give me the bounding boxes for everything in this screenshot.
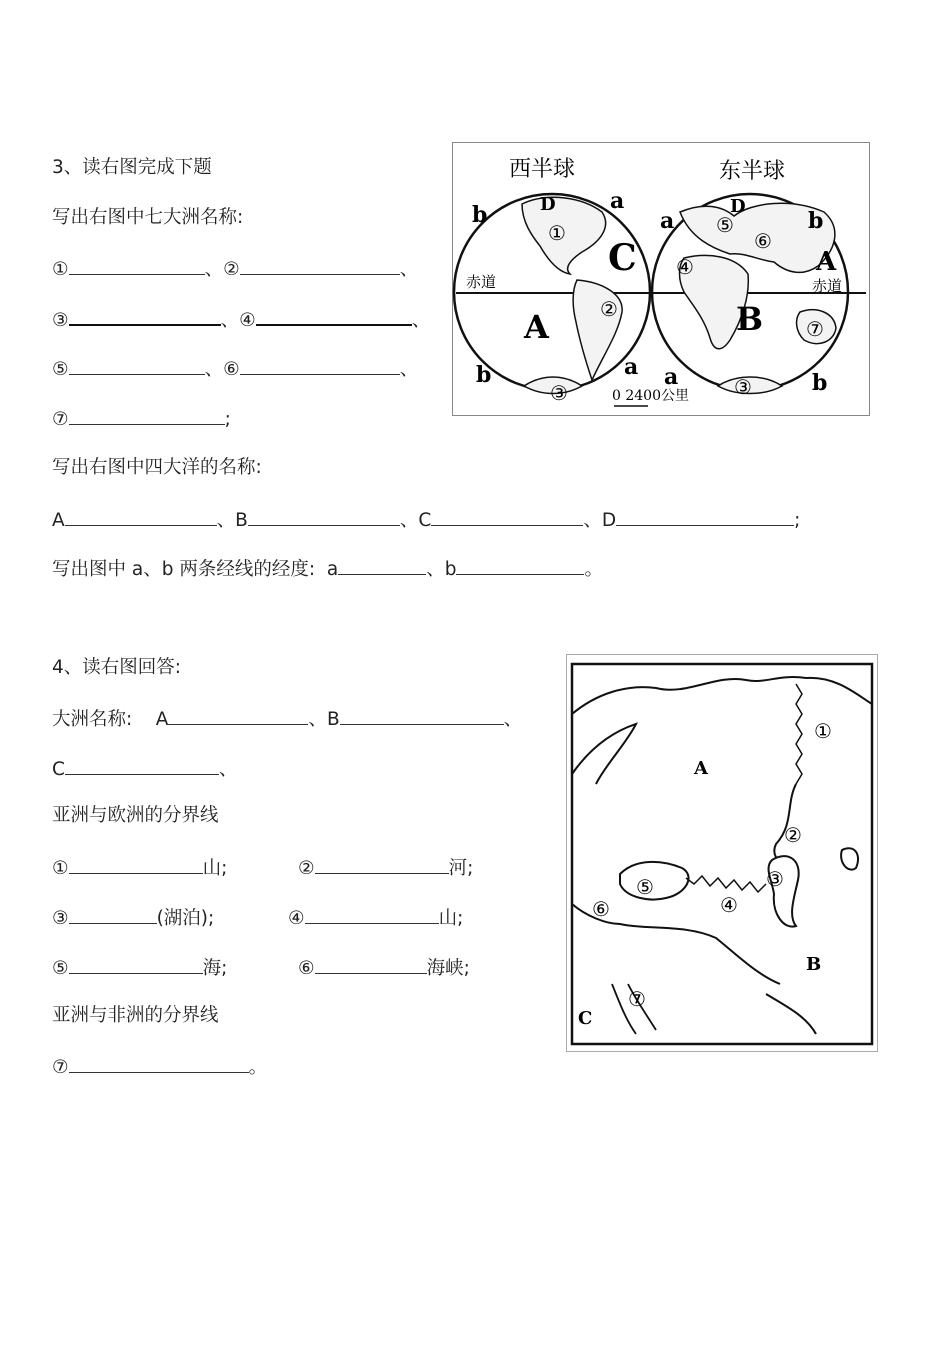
- black-sea: [620, 862, 689, 900]
- map-num-3-east: ③: [734, 375, 752, 399]
- q4-boundary-5: ⑤ 海;: [52, 955, 227, 981]
- answer-blank-lon-b[interactable]: [456, 556, 584, 575]
- answer-blank-continent-7[interactable]: [69, 406, 225, 425]
- q4-boundary-2: ② 河;: [298, 855, 473, 881]
- asia-europe-heading: 亚洲与欧洲的分界线: [52, 805, 219, 826]
- answer-blank-lon-a[interactable]: [338, 556, 426, 575]
- answer-blank-continent-4[interactable]: [256, 306, 412, 326]
- map-num-5: ⑤: [716, 213, 734, 237]
- ocean-label-a-east: A: [816, 247, 837, 277]
- q4-continent-row-2: C 、: [52, 756, 237, 782]
- meridian-a-ne: a: [660, 208, 675, 234]
- q3-title: 3、读右图完成下题: [52, 157, 212, 178]
- world-hemispheres-map: [452, 142, 870, 416]
- ocean-label-d-east: D: [730, 196, 746, 217]
- ocean-label-d-west: D: [540, 194, 556, 215]
- map2-num-4: ④: [720, 893, 738, 917]
- answer-blank-ocean-c[interactable]: [431, 507, 583, 526]
- meridian-b-nw: b: [472, 202, 488, 228]
- q3-continent-row-1: ① 、② 、: [52, 256, 418, 282]
- answer-blank-boundary-2[interactable]: [315, 855, 449, 874]
- mark-4: ④: [239, 310, 256, 331]
- asia-africa-heading: 亚洲与非洲的分界线: [52, 1005, 219, 1026]
- q4-boundary-7: ⑦ 。: [52, 1054, 267, 1080]
- map-scale-label: 0 2400公里: [612, 388, 689, 404]
- meridian-b-ne: b: [808, 208, 824, 234]
- map2-num-2: ②: [784, 823, 802, 847]
- answer-blank-continent-1[interactable]: [69, 256, 205, 275]
- q4-boundary-3: ③ (湖泊);: [52, 905, 214, 931]
- map-num-2: ②: [600, 297, 618, 321]
- answer-blank-boundary-5[interactable]: [69, 955, 203, 974]
- q3-continents-prompt: 写出右图中七大洲名称:: [52, 207, 244, 228]
- q4-boundary-1: ① 山;: [52, 855, 227, 881]
- mark-7: ⑦: [52, 409, 69, 430]
- map-num-3-west: ③: [550, 381, 568, 405]
- equator-label-west: 赤道: [466, 273, 497, 291]
- q4-boundary-6: ⑥ 海峡;: [298, 955, 470, 981]
- answer-blank-ocean-b[interactable]: [248, 507, 400, 526]
- answer-blank-q4-b[interactable]: [340, 706, 504, 725]
- meridian-b-se: b: [812, 370, 828, 396]
- q3-continent-row-3: ⑤ 、⑥ 、: [52, 356, 418, 382]
- q3-longitude-row: 写出图中 a、b 两条经线的经度: a 、b 。: [52, 556, 603, 582]
- mark-6: ⑥: [223, 359, 240, 380]
- mark-1: ①: [52, 259, 69, 280]
- asia-europe-boundary-map: [566, 654, 878, 1052]
- q3-ocean-row: A 、B 、C 、D ;: [52, 507, 800, 533]
- answer-blank-continent-5[interactable]: [69, 356, 205, 375]
- meridian-b-sw: b: [476, 362, 492, 388]
- answer-blank-boundary-6[interactable]: [315, 955, 427, 974]
- q3-oceans-prompt: 写出右图中四大洋的名称:: [52, 457, 262, 478]
- answer-blank-continent-6[interactable]: [240, 356, 400, 375]
- mark-3: ③: [52, 310, 69, 331]
- map-num-7: ⑦: [806, 317, 824, 341]
- map2-num-5: ⑤: [636, 875, 654, 899]
- meridian-a-nw: a: [610, 188, 625, 214]
- map-num-4: ④: [676, 255, 694, 279]
- map2-label-a: A: [694, 758, 708, 779]
- q3-continent-row-2: ③ 、④ 、: [52, 306, 430, 333]
- map2-num-7: ⑦: [628, 987, 646, 1011]
- map2-num-1: ①: [814, 719, 832, 743]
- map2-num-6: ⑥: [592, 897, 610, 921]
- answer-blank-continent-2[interactable]: [240, 256, 400, 275]
- answer-blank-ocean-a[interactable]: [65, 507, 217, 526]
- ocean-label-b: B: [736, 300, 764, 338]
- map-num-6: ⑥: [754, 229, 772, 253]
- map-num-1: ①: [548, 221, 566, 245]
- answer-blank-boundary-4[interactable]: [305, 905, 439, 924]
- ocean-label-c: C: [608, 237, 637, 279]
- map2-num-3: ③: [766, 867, 784, 891]
- ocean-label-a: A: [524, 308, 549, 346]
- map2-label-c: C: [578, 1008, 593, 1029]
- q3-continent-row-4: ⑦ ;: [52, 406, 231, 432]
- map2-label-b: B: [806, 954, 822, 975]
- meridian-a-sw: a: [624, 354, 639, 380]
- mark-2: ②: [223, 259, 240, 280]
- west-hemisphere-title: 西半球: [508, 157, 576, 182]
- q4-continent-row-1: 大洲名称: A 、B 、: [52, 706, 522, 732]
- answer-blank-q4-a[interactable]: [168, 706, 308, 725]
- answer-blank-boundary-1[interactable]: [69, 855, 203, 874]
- mark-5: ⑤: [52, 359, 69, 380]
- east-hemisphere-title: 东半球: [718, 159, 786, 184]
- q4-title: 4、读右图回答:: [52, 657, 182, 678]
- meridian-a-se: a: [664, 364, 679, 390]
- answer-blank-boundary-3[interactable]: [69, 905, 157, 924]
- answer-blank-continent-3[interactable]: [69, 306, 221, 326]
- answer-blank-boundary-7[interactable]: [69, 1054, 249, 1073]
- equator-label-east: 赤道: [812, 277, 843, 295]
- answer-blank-q4-c[interactable]: [65, 756, 219, 775]
- q4-boundary-4: ④ 山;: [288, 905, 463, 931]
- answer-blank-ocean-d[interactable]: [616, 507, 794, 526]
